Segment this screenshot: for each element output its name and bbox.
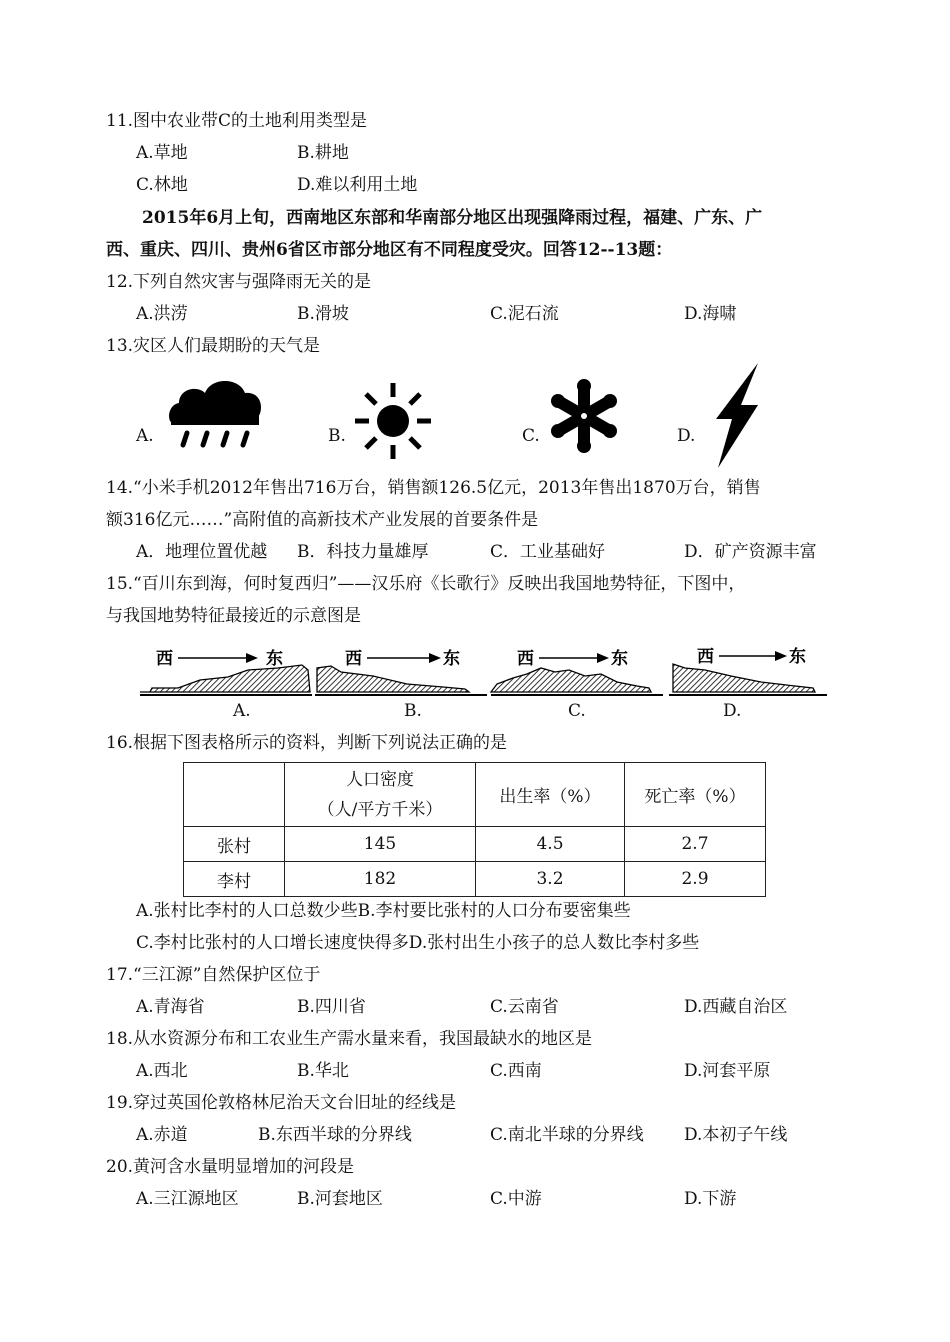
q20-stem: 20.黄河含水量明显增加的河段是 — [106, 1157, 355, 1177]
sun-icon — [353, 381, 433, 461]
table-header-row — [184, 763, 766, 827]
row-name: 李村 — [184, 862, 285, 897]
q17-option-b[interactable]: B.四川省 — [297, 997, 366, 1017]
q15-option-c[interactable]: C. — [568, 701, 586, 721]
header-density — [285, 763, 476, 827]
q17-option-d[interactable]: D.西藏自治区 — [684, 997, 788, 1017]
q19-stem: 19.穿过英国伦敦格林尼治天文台旧址的经线是 — [106, 1093, 457, 1113]
q18-option-c[interactable]: C.西南 — [490, 1061, 542, 1081]
q11-option-c[interactable]: C.林地 — [136, 175, 188, 195]
terrain-diagram-d — [665, 640, 835, 702]
lightning-icon — [708, 363, 763, 468]
population-table — [183, 762, 766, 897]
q18-stem: 18.从水资源分布和工农业生产需水量来看，我国最缺水的地区是 — [106, 1029, 593, 1049]
table-corner-cell — [184, 763, 285, 827]
q20-option-b[interactable]: B.河套地区 — [297, 1189, 383, 1209]
q15-option-b[interactable]: B. — [404, 701, 422, 721]
q19-option-c[interactable]: C.南北半球的分界线 — [490, 1125, 644, 1145]
row-birth-rate: 4.5 — [476, 827, 625, 862]
q17-stem: 17.“三江源”自然保护区位于 — [106, 965, 321, 985]
q11-stem: 11.图中农业带C的土地利用类型是 — [106, 111, 368, 131]
q16-stem: 16.根据下图表格所示的资料，判断下列说法正确的是 — [106, 733, 508, 753]
header-birth-rate: 出生率（%） — [476, 763, 625, 827]
rain-cloud-icon — [165, 375, 265, 455]
q12-option-c[interactable]: C.泥石流 — [490, 304, 559, 324]
q20-option-a[interactable]: A.三江源地区 — [136, 1189, 239, 1209]
q20-option-c[interactable]: C.中游 — [490, 1189, 542, 1209]
q15-stem-line-2: 与我国地势特征最接近的示意图是 — [106, 606, 361, 626]
q18-option-d[interactable]: D.河套平原 — [684, 1061, 771, 1081]
q13-option-a[interactable]: A. — [136, 426, 154, 446]
q16-options-ab[interactable]: A.张村比李村的人口总数少些B.李村要比张村的人口分布要密集些 — [136, 901, 631, 921]
q20-option-d[interactable]: D.下游 — [684, 1189, 737, 1209]
row-death-rate: 2.7 — [625, 827, 766, 862]
q19-option-b[interactable]: B.东西半球的分界线 — [258, 1125, 412, 1145]
diagram-c-west: 西 — [517, 649, 534, 669]
q17-option-c[interactable]: C.云南省 — [490, 997, 559, 1017]
q19-option-d[interactable]: D.本初子午线 — [684, 1125, 788, 1145]
q19-option-a[interactable]: A.赤道 — [136, 1125, 188, 1145]
diagram-b-west: 西 — [345, 649, 362, 669]
diagram-a-east: 东 — [266, 649, 283, 669]
q15-option-a[interactable]: A. — [233, 701, 251, 721]
q11-option-b[interactable]: B.耕地 — [297, 143, 349, 163]
q14-option-b[interactable]: B．科技力量雄厚 — [297, 542, 429, 562]
q12-stem: 12.下列自然灾害与强降雨无关的是 — [106, 272, 372, 292]
q15-stem-line-1: 15.“百川东到海，何时复西归”——汉乐府《长歌行》反映出我国地势特征，下图中， — [106, 574, 746, 594]
q14-option-a[interactable]: A．地理位置优越 — [136, 542, 268, 562]
q18-option-b[interactable]: B.华北 — [297, 1061, 349, 1081]
snowflake-icon — [548, 380, 620, 452]
table-row — [184, 862, 766, 897]
q13-option-b[interactable]: B. — [328, 426, 346, 446]
q14-stem-line-2: 额316亿元……”高附值的高新技术产业发展的首要条件是 — [106, 510, 539, 530]
diagram-d-west: 西 — [697, 647, 714, 667]
header-death-rate: 死亡率（%） — [625, 763, 766, 827]
passage-line-2: 西、重庆、四川、贵州6省区市部分地区有不同程度受灾。回答12--13题： — [106, 240, 673, 260]
row-density: 182 — [285, 862, 476, 897]
q14-stem-line-1: 14.“小米手机2012年售出716万台，销售额126.5亿元，2013年售出1870万台，销售 — [106, 478, 761, 498]
diagram-c-east: 东 — [611, 649, 628, 669]
passage-line-1: 2015年6月上旬，西南地区东部和华南部分地区出现强降雨过程，福建、广东、广 — [142, 208, 763, 228]
terrain-diagram-c — [489, 640, 665, 702]
q15-option-d[interactable]: D. — [723, 701, 742, 721]
q13-option-d[interactable]: D. — [677, 426, 696, 446]
header-density-line-2: （人/平方千米） — [317, 799, 443, 820]
diagram-b-east: 东 — [443, 649, 460, 669]
row-death-rate: 2.9 — [625, 862, 766, 897]
q11-option-a[interactable]: A.草地 — [136, 143, 188, 163]
q11-option-d[interactable]: D.难以利用土地 — [297, 175, 418, 195]
q12-option-b[interactable]: B.滑坡 — [297, 304, 349, 324]
q14-option-d[interactable]: D．矿产资源丰富 — [684, 542, 817, 562]
header-density-line-1: 人口密度 — [346, 769, 414, 790]
row-birth-rate: 3.2 — [476, 862, 625, 897]
terrain-diagram-a — [138, 640, 314, 702]
row-name: 张村 — [184, 827, 285, 862]
row-density: 145 — [285, 827, 476, 862]
q14-option-c[interactable]: C．工业基础好 — [490, 542, 606, 562]
table-row — [184, 827, 766, 862]
q13-option-c[interactable]: C. — [522, 426, 540, 446]
q12-option-d[interactable]: D.海啸 — [684, 304, 737, 324]
terrain-diagram-b — [313, 640, 489, 702]
diagram-d-east: 东 — [789, 647, 806, 667]
q13-stem: 13.灾区人们最期盼的天气是 — [106, 336, 321, 356]
q12-option-a[interactable]: A.洪涝 — [136, 304, 188, 324]
q16-options-cd[interactable]: C.李村比张村的人口增长速度快得多D.张村出生小孩子的总人数比李村多些 — [136, 933, 700, 953]
diagram-a-west: 西 — [156, 649, 173, 669]
q17-option-a[interactable]: A.青海省 — [136, 997, 205, 1017]
q18-option-a[interactable]: A.西北 — [136, 1061, 188, 1081]
